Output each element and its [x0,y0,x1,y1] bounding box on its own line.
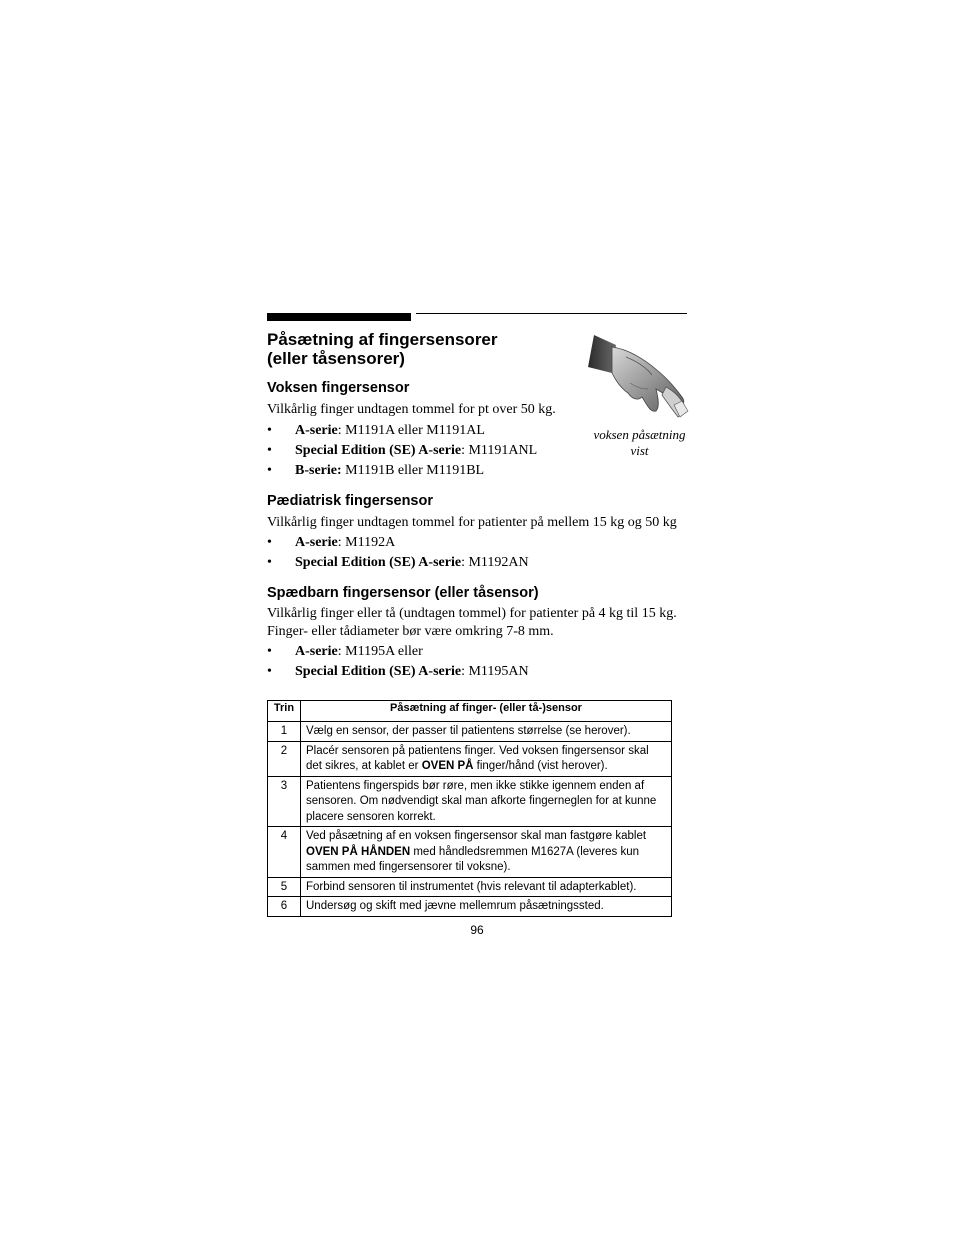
pediatric-item-1-bold: A-serie [295,535,338,550]
table-row [268,827,672,878]
infant-intro-line2: Finger- eller tådiameter bør være omkring 7-8 mm. [267,624,554,639]
adult-item-2-bold: Special Edition (SE) A-serie [295,443,462,458]
page-title-line2: (eller tåsensorer) [267,349,405,368]
table-row [268,741,672,776]
step-number: 3 [268,776,301,827]
adult-item-1-bold: A-serie [295,423,338,438]
step-text-a: Ved påsætning af en voksen fingersensor skal man fastgøre kablet [306,830,647,842]
step-number: 5 [268,877,301,897]
pediatric-heading: Pædiatrisk fingersensor [267,493,433,509]
table-header-desc: Påsætning af finger- (eller tå-)sensor [301,701,672,722]
infant-item-2-bold: Special Edition (SE) A-serie [295,664,462,679]
infant-heading: Spædbarn fingersensor (eller tåsensor) [267,585,539,601]
step-number: 6 [268,897,301,917]
image-caption [582,427,697,459]
bullet-dot: • [267,535,272,550]
bullet-dot: • [267,463,272,478]
step-number: 1 [268,722,301,742]
step-number: 2 [268,741,301,776]
step-text [301,827,672,878]
step-text [301,741,672,776]
section-rule-thick [267,313,411,321]
step-text-b: med håndledsremmen M1627A (leveres kun sammen med fingersensorer til voksne). [306,845,639,873]
table-row [268,776,672,827]
step-text-a: Placér sensoren på patientens finger. Ved voksen fingersensor skal det sikres, at kablet er [306,744,649,772]
step-text-bold: OVEN PÅ HÅNDEN [306,845,411,858]
step-text: Forbind sensoren til instrumentet (hvis relevant til adapterkablet). [301,877,672,897]
page-title [267,330,567,368]
infant-intro-line1: Vilkårlig finger eller tå (undtagen tommel) for patienter på 4 kg til 15 kg. [267,606,677,621]
infant-item-2-rest: : M1195AN [461,664,529,679]
pediatric-item-2-bold: Special Edition (SE) A-serie [295,555,462,570]
bullet-dot: • [267,644,272,659]
step-number: 4 [268,827,301,878]
table-header-row [268,701,672,722]
pediatric-item-2-rest: : M1192AN [461,555,529,570]
table-header-step: Trin [268,701,301,722]
steps-table [267,700,672,917]
bullet-dot: • [267,555,272,570]
pediatric-item-1-rest: : M1192A [337,535,396,550]
page-title-line1: Påsætning af fingersensorer [267,330,498,349]
infant-item-1-bold: A-serie [295,644,338,659]
adult-heading: Voksen fingersensor [267,380,410,396]
section-rule-thin [416,313,687,314]
table-row [268,897,672,917]
infant-item-1-rest: : M1195A eller [337,644,423,659]
table-row [268,877,672,897]
step-text: Vælg en sensor, der passer til patientens størrelse (se herover). [301,722,672,742]
image-caption-line1: voksen påsætning [593,427,686,442]
bullet-dot: • [267,664,272,679]
step-text: Undersøg og skift med jævne mellemrum påsætningssted. [301,897,672,917]
bullet-dot: • [267,443,272,458]
adult-intro: Vilkårlig finger undtagen tommel for pt over 50 kg. [267,402,556,417]
adult-item-3-bold: B-serie: [295,463,342,478]
step-text-b: finger/hånd (vist herover). [473,760,608,772]
bullet-dot: • [267,423,272,438]
adult-item-2-rest: : M1191ANL [461,443,538,458]
table-row [268,722,672,742]
pediatric-intro: Vilkårlig finger undtagen tommel for patienter på mellem 15 kg og 50 kg [267,515,677,530]
step-text-bold: OVEN PÅ [421,760,474,772]
page-number: 96 [470,923,484,937]
adult-item-3-rest: M1191B eller M1191BL [341,463,485,478]
step-text: Patientens fingerspids bør røre, men ikke stikke igennem enden af sensoren. Om nødvendigt skal man afkorte fingerneglen for at kunne placere sensoren korrekt. [301,776,672,827]
image-caption-line2: vist [630,443,649,458]
adult-item-1-rest: : M1191A eller M1191AL [337,423,485,438]
